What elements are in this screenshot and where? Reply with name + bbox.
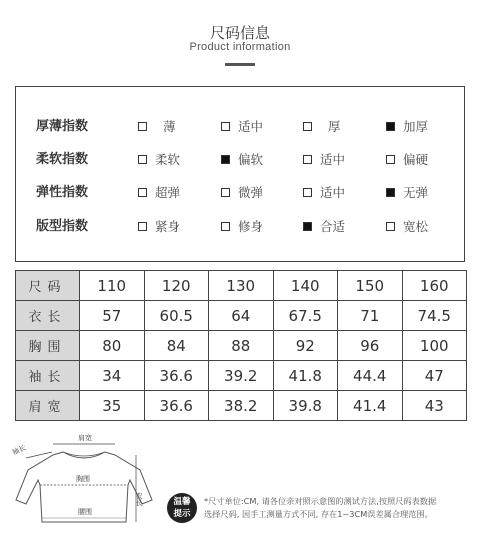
table-cell: 41.8 [273,361,338,391]
checkbox-checked-icon [386,188,395,197]
note-line: 选择尺码, 因手工测量方式不同, 存在1~3CM误差属合理范围。 [204,509,433,519]
attribute-label: 弹性指数 [36,185,89,200]
table-cell: 100 [402,331,467,361]
option-extra-thick: 加厚 [386,117,428,137]
option-loose: 宽松 [386,217,428,237]
attribute-panel [15,86,465,262]
option-regular: 合适 [303,217,345,237]
attribute-label: 厚薄指数 [36,119,89,134]
option-thick: 厚 [303,117,340,137]
option-soft: 柔软 [138,150,180,170]
checkbox-icon [386,222,395,231]
option-slim: 修身 [221,217,263,237]
page-subtitle: Product information [189,41,291,53]
option-slight-stretch: 微弹 [221,183,263,203]
attribute-row-elasticity [16,183,464,203]
table-cell: 92 [273,331,338,361]
table-row [16,391,467,421]
checkbox-icon [138,188,147,197]
table-row [16,301,467,331]
checkbox-icon [303,122,312,131]
size-note [204,495,474,521]
row-header: 肩宽 [16,391,80,421]
sleeve-label: 袖长 [11,443,28,457]
attribute-label: 版型指数 [36,219,89,234]
row-header: 尺码 [16,271,80,301]
table-cell: 47 [402,361,467,391]
checkbox-checked-icon [221,155,230,164]
table-cell: 67.5 [273,301,338,331]
option-tight: 紧身 [138,217,180,237]
option-slightly-hard: 偏硬 [386,150,428,170]
table-cell: 39.8 [273,391,338,421]
chest-label: 胸围 [76,475,90,483]
checkbox-icon [138,222,147,231]
page-title: 尺码信息 [209,24,270,42]
checkbox-checked-icon [303,222,312,231]
attribute-row-softness [16,150,464,170]
title-divider [225,63,255,66]
option-super-stretch: 超弹 [138,183,180,203]
length-label: 衣长 [135,492,143,506]
table-cell: 36.6 [144,361,209,391]
hem-label: 腰围 [78,508,92,516]
checkbox-icon [303,155,312,164]
table-cell: 80 [80,331,145,361]
garment-measurement-diagram [8,430,158,530]
table-cell: 120 [144,271,209,301]
table-cell: 64 [209,301,274,331]
checkbox-icon [221,188,230,197]
table-cell: 74.5 [402,301,467,331]
checkbox-icon [138,122,147,131]
table-cell: 57 [80,301,145,331]
table-cell: 35 [80,391,145,421]
table-cell: 140 [273,271,338,301]
table-cell: 96 [338,331,403,361]
table-cell: 36.6 [144,391,209,421]
table-cell: 60.5 [144,301,209,331]
tip-badge: 温馨 提示 [167,493,197,523]
table-cell: 38.2 [209,391,274,421]
checkbox-icon [221,122,230,131]
option-medium: 适中 [303,150,345,170]
option-no-stretch: 无弹 [386,183,428,203]
option-medium: 适中 [221,117,263,137]
table-cell: 44.4 [338,361,403,391]
table-cell: 110 [80,271,145,301]
table-cell: 39.2 [209,361,274,391]
table-row [16,271,467,301]
option-medium: 适中 [303,183,345,203]
checkbox-icon [221,222,230,231]
checkbox-icon [303,188,312,197]
table-cell: 88 [209,331,274,361]
checkbox-icon [386,155,395,164]
attribute-label: 柔软指数 [36,152,89,167]
size-table [15,270,467,421]
table-cell: 130 [209,271,274,301]
table-row [16,331,467,361]
table-cell: 41.4 [338,391,403,421]
row-header: 袖长 [16,361,80,391]
row-header: 胸围 [16,331,80,361]
table-cell: 150 [338,271,403,301]
option-thin: 薄 [138,117,175,137]
shoulder-label: 肩宽 [78,434,92,442]
table-cell: 43 [402,391,467,421]
checkbox-icon [138,155,147,164]
row-header: 衣长 [16,301,80,331]
table-cell: 34 [80,361,145,391]
note-line: *尺寸单位:CM, 请各位亲对照示意图的测试方法,按照尺码表数据 [204,496,437,506]
option-slightly-soft: 偏软 [221,150,263,170]
attribute-row-thickness [16,117,464,137]
table-cell: 160 [402,271,467,301]
table-row [16,361,467,391]
checkbox-checked-icon [386,122,395,131]
attribute-row-fit [16,217,464,237]
table-cell: 71 [338,301,403,331]
table-cell: 84 [144,331,209,361]
